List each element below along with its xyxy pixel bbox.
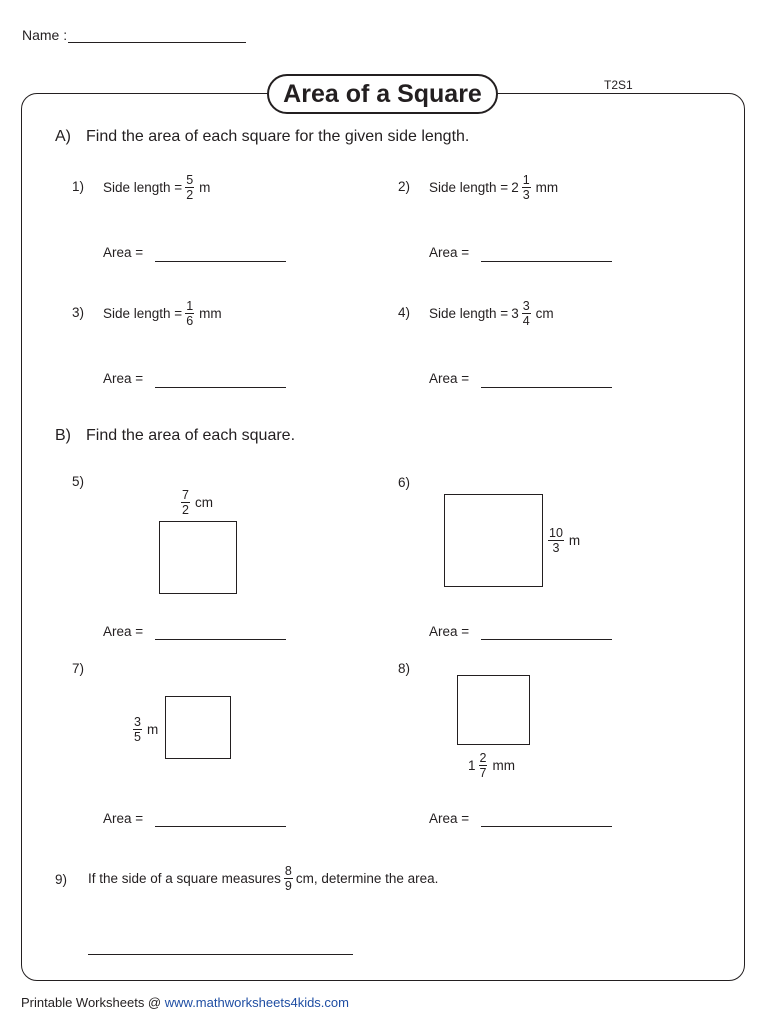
footer-label: Printable Worksheets @ (21, 995, 162, 1010)
fraction-numerator: 1 (522, 173, 530, 187)
area-label: Area = (103, 371, 144, 386)
problem-9-text (88, 865, 438, 892)
side-length-label: Side length = (429, 180, 509, 195)
unit: cm (535, 306, 554, 321)
problem-6-square (444, 494, 543, 587)
problem-7-side-label (130, 716, 158, 743)
problem-8-square (457, 675, 530, 745)
problem-8-side-label (468, 752, 515, 779)
name-field[interactable] (68, 42, 246, 43)
fraction-numerator: 1 (186, 299, 194, 313)
fraction-denominator: 2 (186, 188, 194, 202)
problem-4-answer-line[interactable] (481, 387, 612, 388)
problem-7-square (165, 696, 231, 759)
fraction (185, 174, 194, 201)
fraction-numerator: 3 (522, 299, 530, 313)
problem-2-side (429, 174, 558, 201)
fraction (181, 489, 190, 516)
whole-number: 3 (511, 306, 519, 321)
footer (21, 995, 349, 1010)
problem-4-side (429, 300, 554, 327)
section-b-instruction: Find the area of each square. (86, 427, 296, 444)
fraction-denominator: 3 (522, 188, 530, 202)
unit: mm (535, 180, 559, 195)
unit: cm (194, 495, 213, 510)
problem-9-number: 9) (55, 872, 68, 887)
problem-1-side (103, 174, 210, 201)
fraction-numerator: 7 (182, 488, 189, 502)
problem-7-answer-line[interactable] (155, 826, 286, 827)
area-label: Area = (103, 624, 144, 639)
problem-5-number: 5) (72, 474, 85, 489)
fraction-denominator: 7 (479, 766, 487, 780)
fraction (479, 752, 488, 779)
side-length-label: Side length = (103, 180, 183, 195)
problem-3-answer-line[interactable] (155, 387, 286, 388)
problem-8-number: 8) (398, 661, 411, 676)
fraction (522, 174, 531, 201)
problem-1-number: 1) (72, 179, 85, 194)
fraction (284, 865, 293, 892)
fraction-numerator: 10 (549, 526, 563, 540)
problem-5-side-label (178, 489, 213, 516)
fraction-denominator: 4 (522, 314, 530, 328)
problem-6-side-label (545, 527, 580, 554)
fraction-denominator: 5 (134, 730, 141, 744)
unit: mm (492, 758, 515, 773)
unit: m (146, 722, 159, 737)
problem-5-square (159, 521, 237, 594)
problem-3-side (103, 300, 222, 327)
section-a-label: A) (55, 128, 71, 145)
section-b-label: B) (55, 427, 71, 444)
fraction-numerator: 8 (284, 864, 292, 878)
worksheet-code: T2S1 (604, 78, 633, 92)
fraction-denominator: 2 (182, 503, 189, 517)
whole-number: 1 (468, 758, 476, 773)
area-label: Area = (429, 811, 470, 826)
fraction-denominator: 3 (552, 541, 560, 555)
area-label: Area = (429, 371, 470, 386)
problem-6-answer-line[interactable] (481, 639, 612, 640)
side-length-label: Side length = (103, 306, 183, 321)
fraction (185, 300, 194, 327)
worksheet-frame (21, 93, 745, 981)
problem-4-number: 4) (398, 305, 411, 320)
problem-5-answer-line[interactable] (155, 639, 286, 640)
problem-2-answer-line[interactable] (481, 261, 612, 262)
unit: m (568, 533, 581, 548)
area-label: Area = (103, 245, 144, 260)
area-label: Area = (429, 245, 470, 260)
fraction-denominator: 9 (284, 879, 292, 893)
problem-9-text-after: , determine the area. (313, 871, 439, 886)
fraction-numerator: 5 (186, 173, 194, 187)
page-title: Area of a Square (267, 74, 498, 114)
problem-9-answer-line[interactable] (88, 954, 353, 955)
problem-6-number: 6) (398, 475, 411, 490)
fraction (548, 527, 564, 554)
whole-number: 2 (511, 180, 519, 195)
name-label: Name : (22, 27, 68, 43)
problem-1-answer-line[interactable] (155, 261, 286, 262)
unit: cm (295, 871, 314, 886)
problem-9-text-before: If the side of a square measures (88, 871, 281, 886)
fraction-numerator: 3 (134, 715, 141, 729)
footer-url-link[interactable]: www.mathworksheets4kids.com (164, 995, 349, 1010)
section-a-instruction: Find the area of each square for the given side length. (86, 128, 470, 145)
fraction-numerator: 2 (479, 751, 487, 765)
problem-3-number: 3) (72, 305, 85, 320)
unit: m (199, 180, 211, 195)
problem-2-number: 2) (398, 179, 411, 194)
side-length-label: Side length = (429, 306, 509, 321)
area-label: Area = (429, 624, 470, 639)
fraction (133, 716, 142, 743)
problem-7-number: 7) (72, 661, 85, 676)
unit: mm (199, 306, 222, 321)
fraction (522, 300, 531, 327)
problem-8-answer-line[interactable] (481, 826, 612, 827)
fraction-denominator: 6 (186, 314, 194, 328)
area-label: Area = (103, 811, 144, 826)
